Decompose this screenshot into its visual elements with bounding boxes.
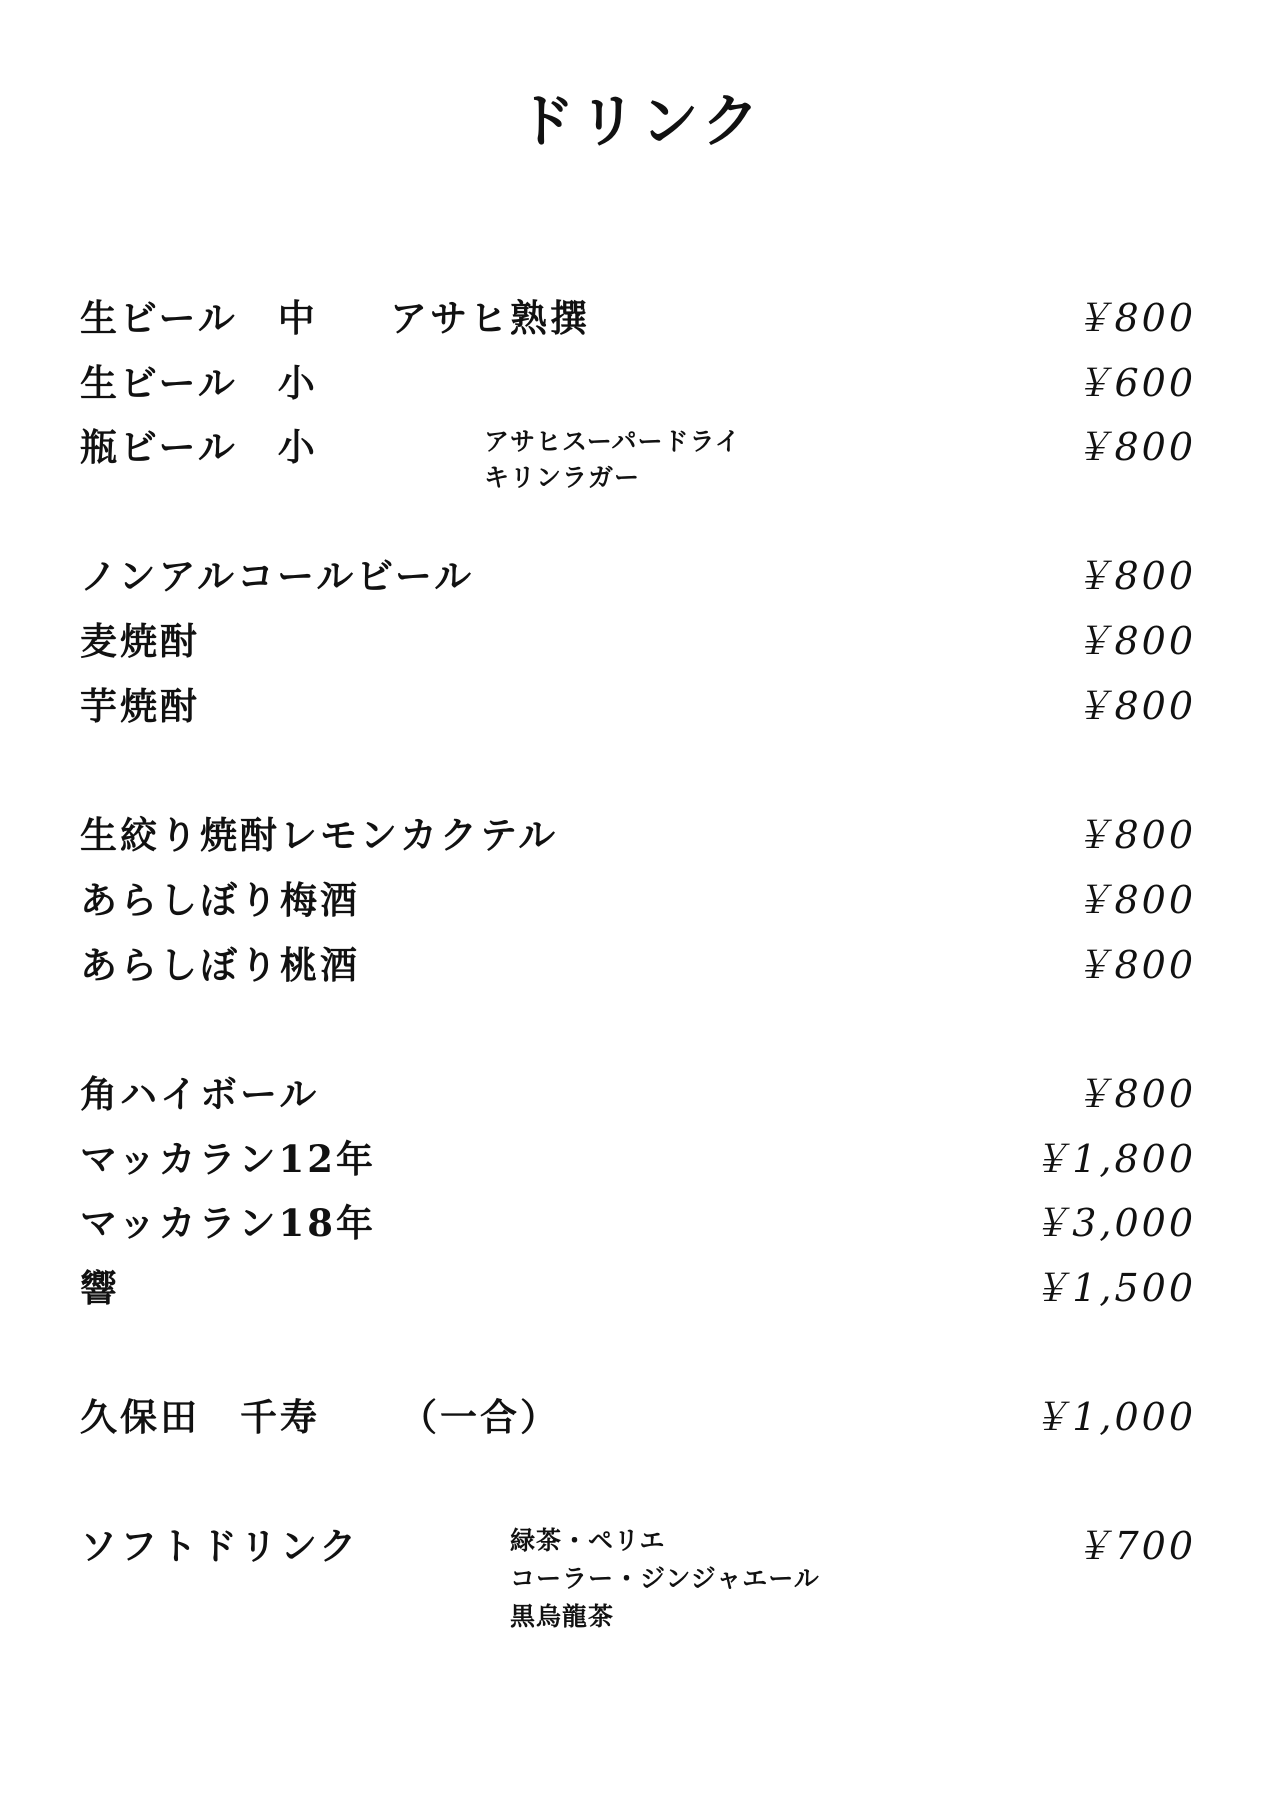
item-price: ￥3,000 [1031,1201,1196,1245]
menu-item [0,1137,1280,1181]
item-note: キリンラガー [484,463,641,492]
item-note: 緑茶・ペリエ [510,1526,666,1555]
item-note: コーラー・ジンジャエール [510,1564,820,1593]
menu-item [0,1266,1280,1310]
item-name: 生ビール 小 [80,361,318,405]
item-name: あらしぼり桃酒 [80,943,360,987]
item-price: ￥1,000 [1031,1395,1196,1439]
item-name: 瓶ビール 小 [80,425,318,469]
item-name: マッカラン18年 [80,1201,377,1245]
item-extra: アサヒ熟撰 [390,296,590,340]
item-name: あらしぼり梅酒 [80,878,360,922]
item-name: 角ハイボール [80,1072,320,1116]
item-price: ￥800 [1073,619,1196,663]
page-title: ドリンク [516,87,764,155]
item-price: ￥1,800 [1031,1137,1196,1181]
menu-item [0,619,1280,663]
item-name: 生絞り焼酎レモンカクテル [80,813,559,857]
item-price: ￥800 [1073,296,1196,340]
item-price: ￥800 [1073,425,1196,469]
item-price: ￥800 [1073,554,1196,598]
menu-item [0,1072,1280,1116]
item-name: マッカラン12年 [80,1137,377,1181]
menu-item [0,1201,1280,1245]
menu-item [0,1524,1280,1631]
item-name: ノンアルコールビール [80,554,475,598]
item-price: ￥800 [1073,684,1196,728]
menu-item [0,878,1280,922]
menu-item [0,361,1280,405]
item-price: ￥800 [1073,943,1196,987]
menu-item [0,943,1280,987]
item-name: ソフトドリンク [80,1524,360,1568]
item-note: 黒烏龍茶 [510,1602,615,1631]
item-price: ￥700 [1073,1524,1196,1568]
menu-item [0,1395,1280,1439]
item-name: 芋焼酎 [80,684,200,728]
item-extra: （一合） [400,1395,560,1439]
menu-item [0,296,1280,340]
item-price: ￥800 [1073,878,1196,922]
item-name: 響 [80,1266,120,1310]
item-name: 麦焼酎 [80,619,200,663]
item-price: ￥600 [1073,361,1196,405]
menu-item [0,425,1280,492]
menu-item [0,554,1280,598]
item-price: ￥800 [1073,1072,1196,1116]
item-note: アサヒスーパードライ [484,427,741,456]
item-price: ￥800 [1073,813,1196,857]
menu-item [0,684,1280,728]
item-name: 久保田 千寿 [80,1395,320,1439]
menu-item [0,813,1280,857]
item-name: 生ビール 中 [80,296,318,340]
item-price: ￥1,500 [1031,1266,1196,1310]
